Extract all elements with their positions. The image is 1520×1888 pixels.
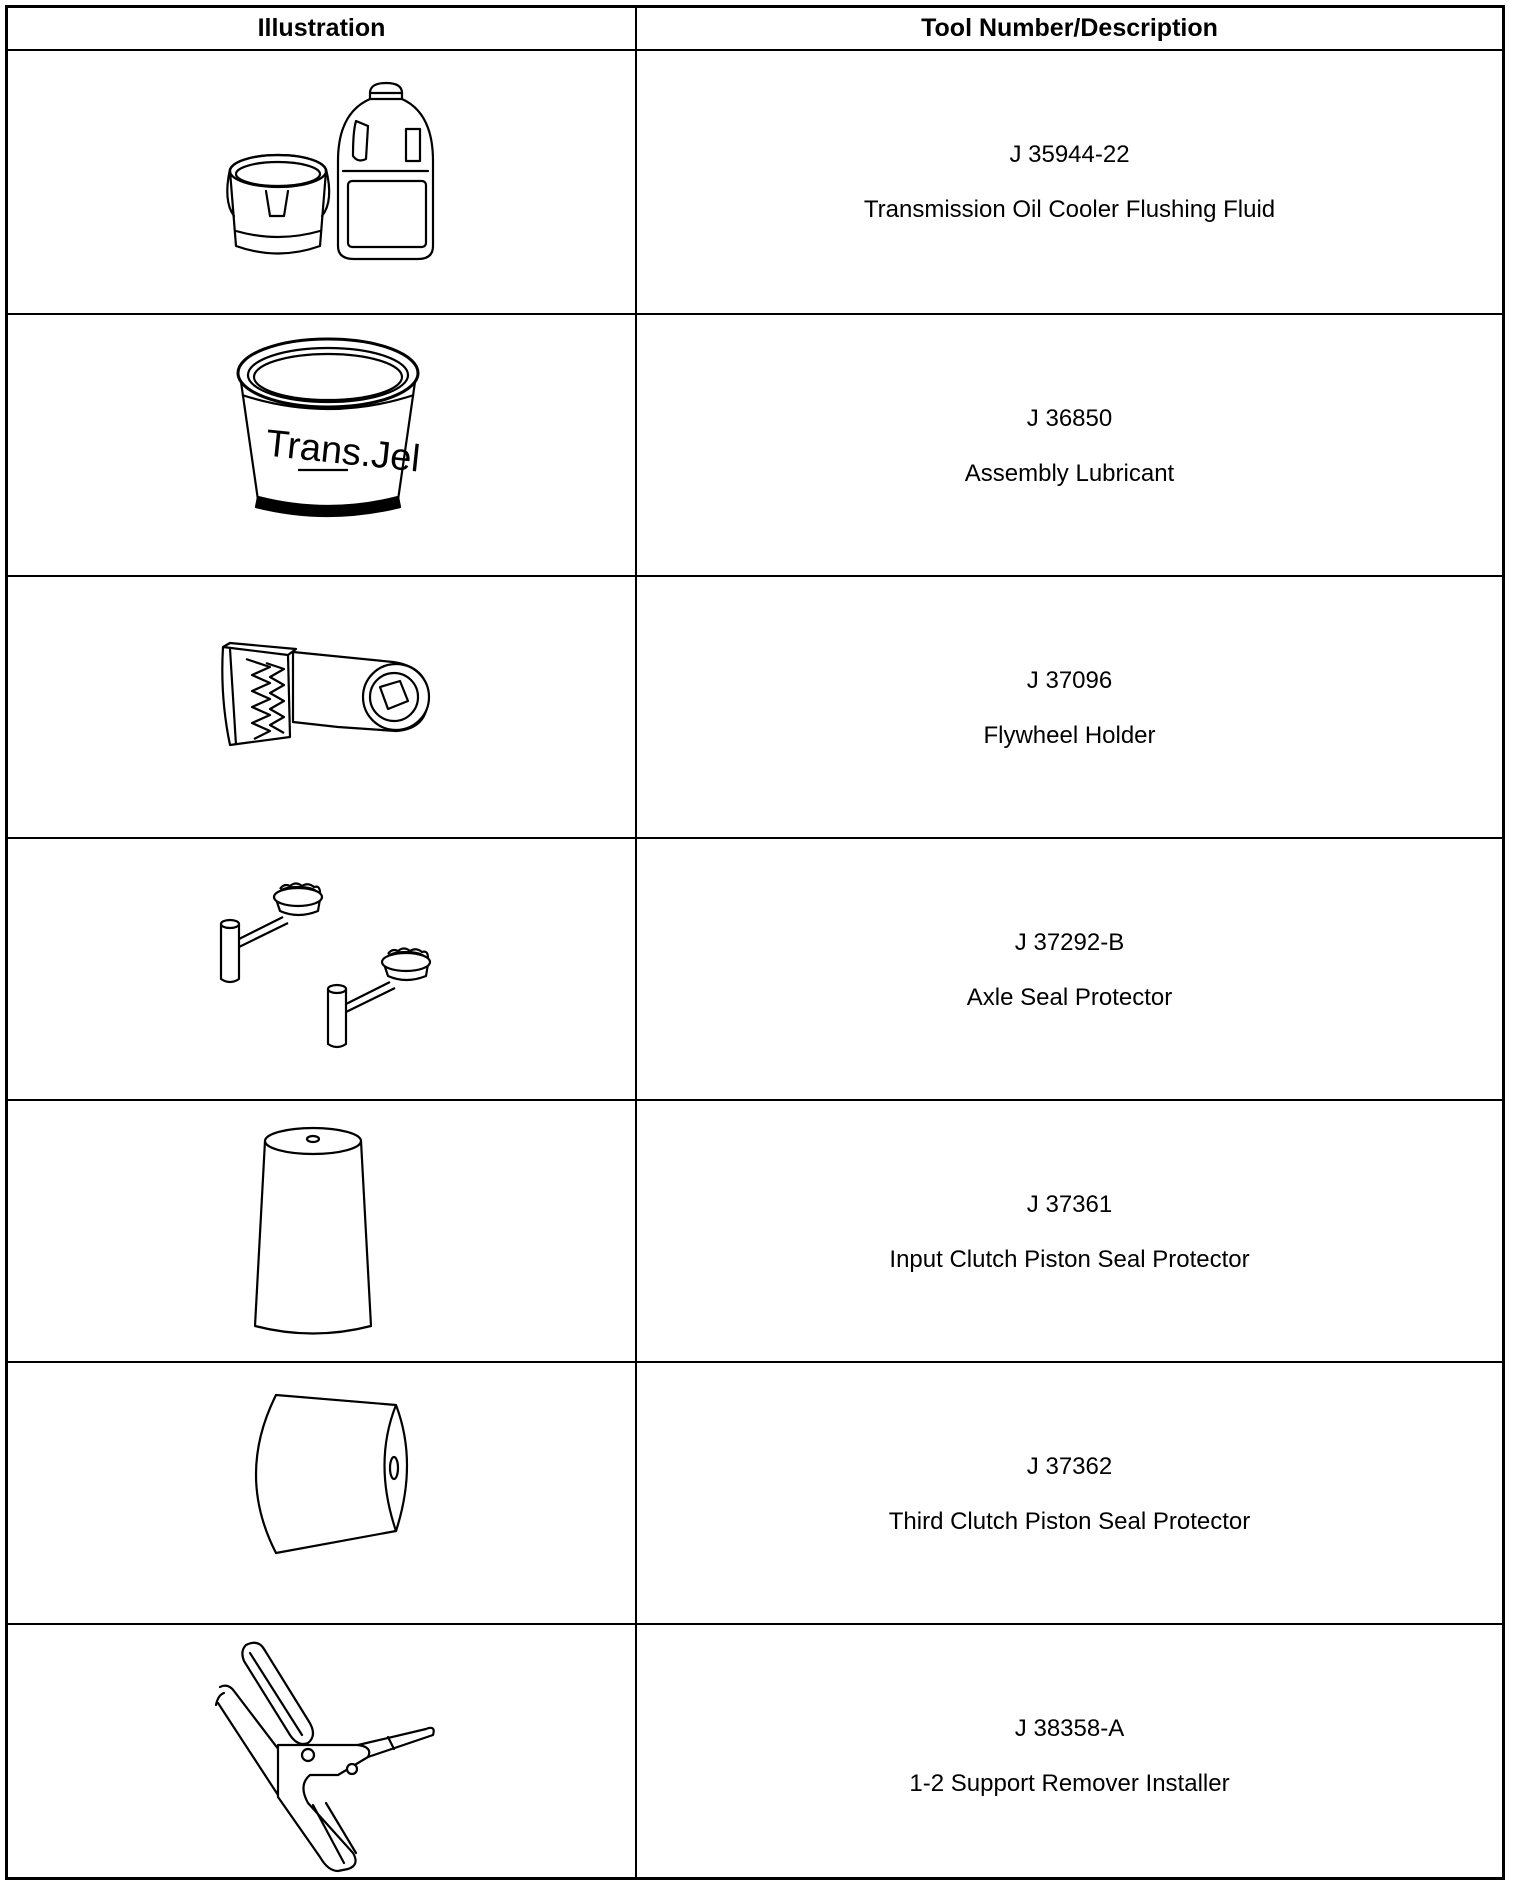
tool-number: J 35944-22 <box>1009 141 1130 168</box>
lubricant-tub-icon <box>8 315 635 575</box>
table-header <box>8 8 1502 51</box>
tool-cell <box>637 577 1502 837</box>
tool-number: J 37096 <box>1026 667 1113 694</box>
tool-cell <box>637 315 1502 575</box>
tool-cell <box>637 51 1502 313</box>
tool-number: J 37292-B <box>1014 929 1125 956</box>
axle-seal-protector-icon <box>8 839 635 1099</box>
tool-description: Input Clutch Piston Seal Protector <box>889 1246 1250 1273</box>
tub-label: Trans.Jel <box>263 422 423 481</box>
support-remover-tool-icon <box>8 1625 635 1877</box>
tool-number: J 36850 <box>1026 405 1113 432</box>
table-row <box>8 575 1502 837</box>
tool-number: J 38358-A <box>1014 1715 1125 1742</box>
tool-description: Transmission Oil Cooler Flushing Fluid <box>863 196 1276 223</box>
tool-description: Axle Seal Protector <box>966 984 1173 1011</box>
tool-cell <box>637 839 1502 1099</box>
table-row <box>8 313 1502 575</box>
tool-description: 1-2 Support Remover Installer <box>909 1770 1230 1797</box>
tool-description: Third Clutch Piston Seal Protector <box>888 1508 1251 1535</box>
table-row <box>8 837 1502 1099</box>
tool-number: J 37362 <box>1026 1453 1113 1480</box>
table-row <box>8 1099 1502 1361</box>
tool-cell <box>637 1101 1502 1361</box>
tool-cell <box>637 1363 1502 1623</box>
table-row <box>8 1361 1502 1623</box>
flywheel-holder-icon <box>8 577 635 837</box>
bucket-and-jug-icon <box>8 51 635 313</box>
cylinder-protector-icon <box>8 1363 635 1623</box>
cone-protector-icon <box>8 1101 635 1361</box>
header-illustration: Illustration <box>257 14 386 42</box>
table-row <box>8 1623 1502 1877</box>
tool-cell <box>637 1625 1502 1877</box>
tools-table <box>5 5 1505 1880</box>
table-row <box>8 51 1502 313</box>
tool-number: J 37361 <box>1026 1191 1113 1218</box>
header-tool-description: Tool Number/Description <box>921 14 1218 42</box>
tool-description: Assembly Lubricant <box>964 460 1175 487</box>
tool-description: Flywheel Holder <box>983 722 1156 749</box>
